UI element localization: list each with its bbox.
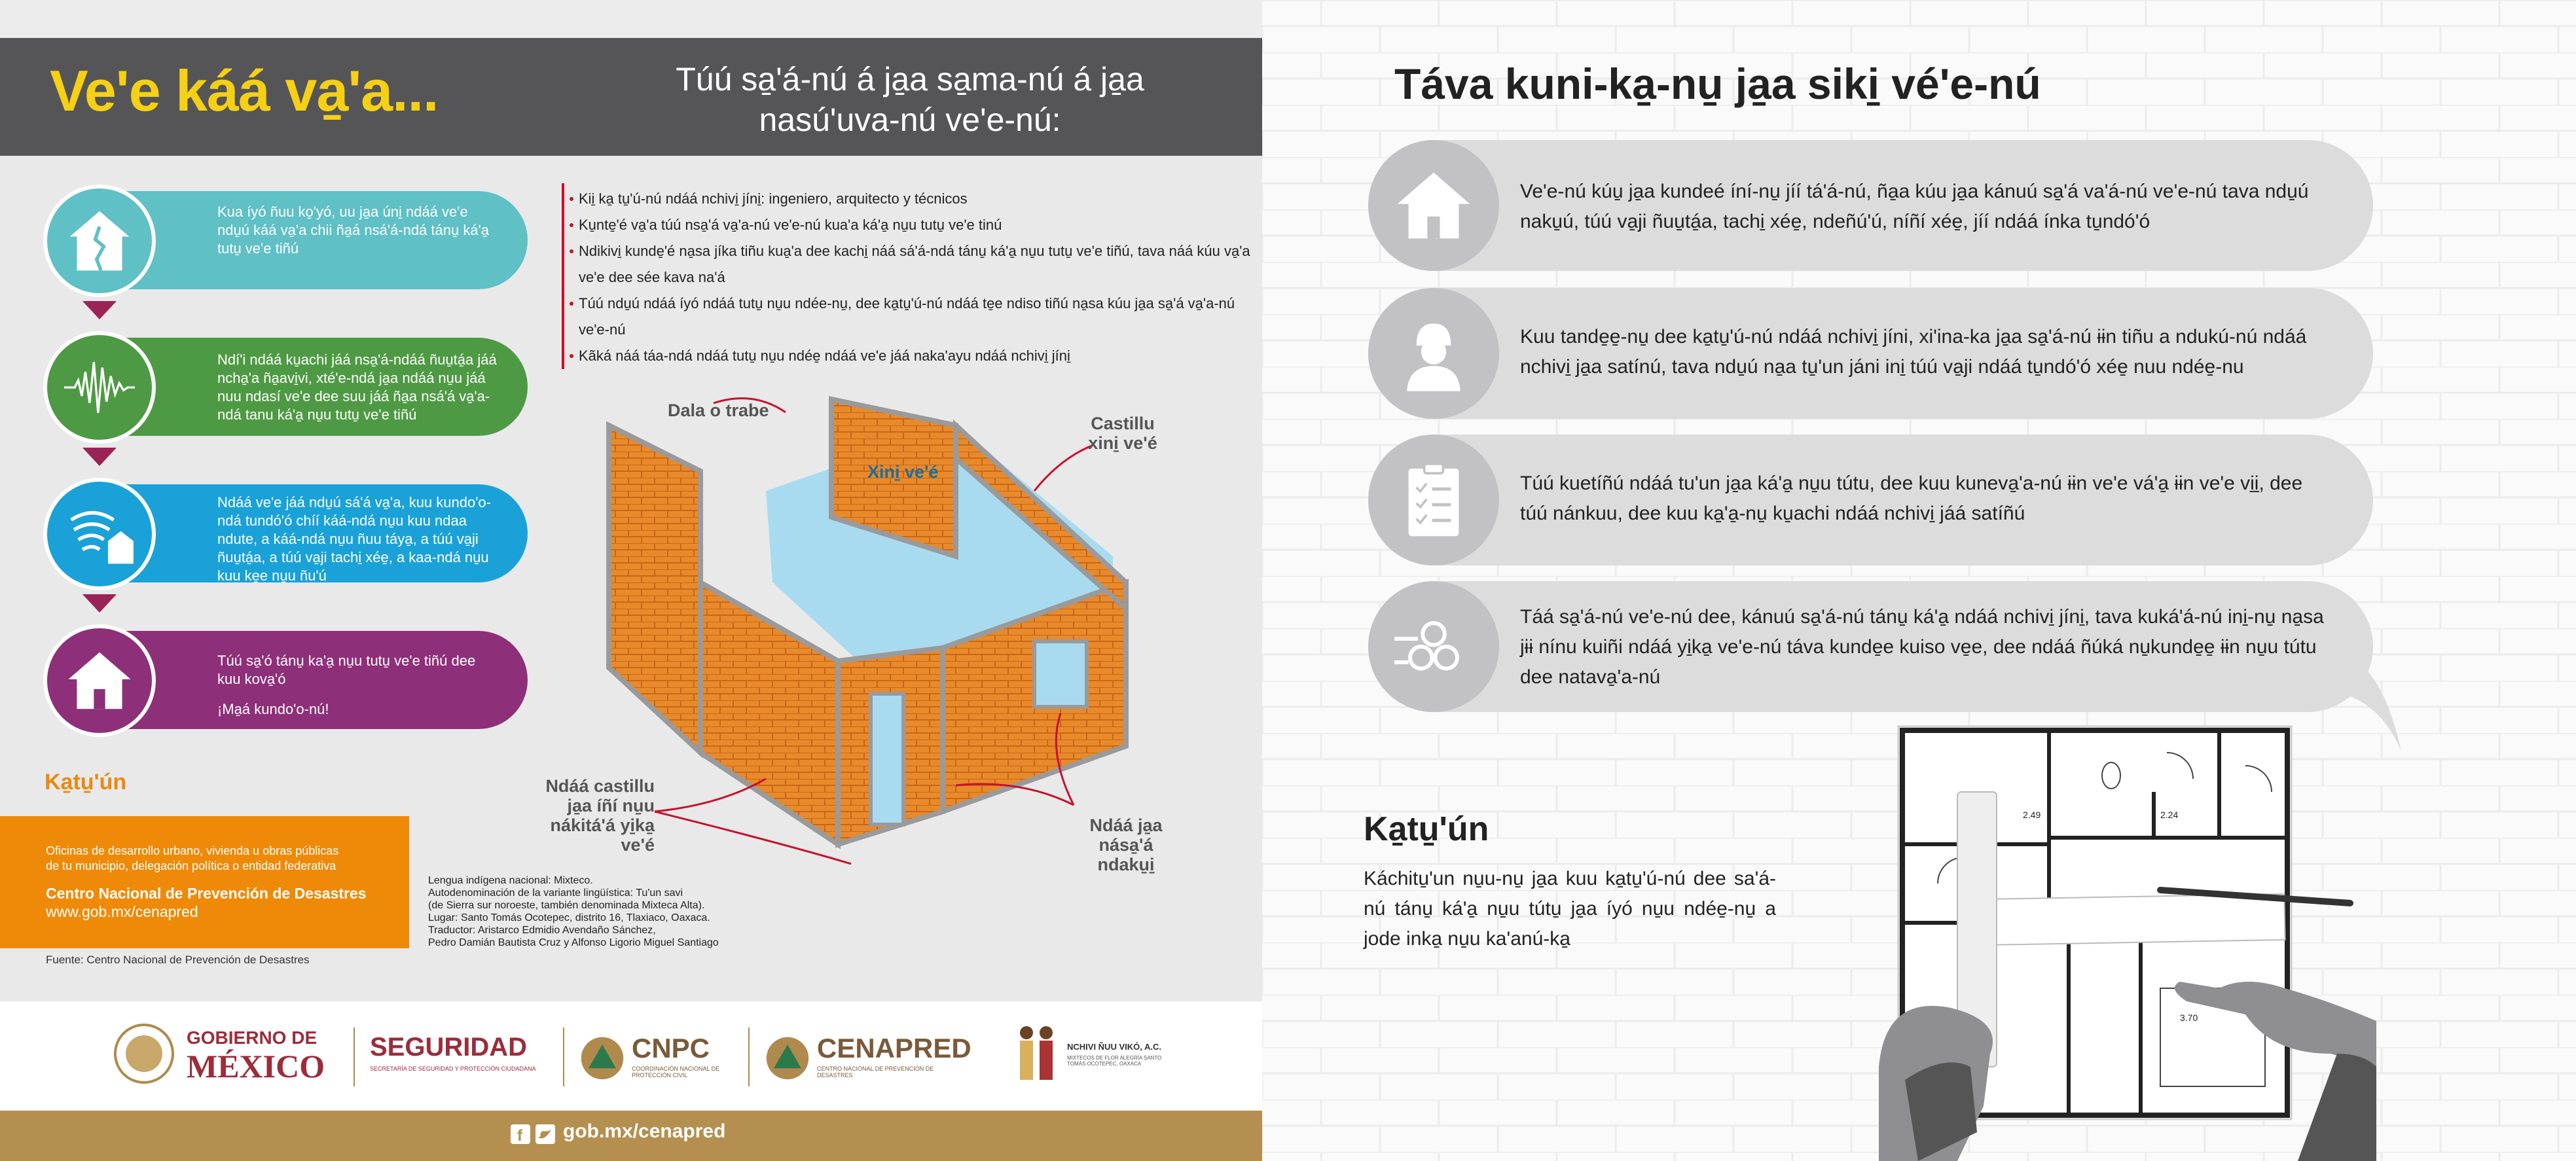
- mexico-seal-icon: [111, 1021, 177, 1086]
- credit-line: Traductor: Aristarco Edmidio Avendaño Sánchez,: [428, 925, 656, 936]
- info-card-3: [1368, 435, 2373, 565]
- plan-dim-3: 3.70: [2180, 1012, 2198, 1023]
- info-card-4-circle: [1368, 581, 1499, 712]
- step-4-bar: [115, 631, 528, 729]
- logo-gobierno-1: GOBIERNO DE: [187, 1027, 317, 1048]
- info-card-2: [1368, 288, 2373, 419]
- info-card-3-text: Túú kuetíñú ndáá tu'un ja̱a ká'a̱ nu̱u tútu, dee kuu kuneva̱'a-nú ɨɨn ve'e vá'a̱ ɨɨn ve'e vi̱i̱, dee túú nánkuu, dee kuu ka̱'a̱-nu̱ ku̱achi ndáá nchivi̱ jáá satíñú: [1520, 473, 2303, 524]
- logo-cenapred: CENAPRED: [817, 1033, 971, 1063]
- info-card-2-circle: [1368, 288, 1499, 419]
- step-2-text: Ndí'i ndáá ku̱achi jáá nsa̱'á-ndáá ñuu̱tá̱a jáá ncha̱'a ña̱avi̱vi, xté'e-ndá ja̱a ndáá nu̱u jáá nuu ndasí ve'e dee suu jáá ña̱a nsá'á va̱'a-ndá tanu ká'a̱ nu̱u tutu̱ ve'e tiñú: [217, 351, 497, 423]
- step-arrow-3: [82, 594, 117, 613]
- credit-line: (de Sierra sur noroeste, también denominada Mixteca Alta).: [428, 900, 705, 911]
- step-3-circle: [43, 478, 156, 590]
- house-icon: [1394, 166, 1473, 245]
- step-1-bar: [115, 191, 528, 289]
- svg-text:f: f: [517, 1127, 522, 1145]
- footer-url-link[interactable]: gob.mx/cenapred: [563, 1120, 726, 1142]
- info-card-1: [1368, 140, 2373, 271]
- step-4-text-2: ¡Ma̱á kundo'o-nú!: [217, 701, 329, 717]
- katuun-heading-left: Ka̱tu̱'ún: [45, 770, 127, 795]
- step-arrow-2: [82, 448, 117, 466]
- mixtec-couple-icon: [1013, 1021, 1059, 1093]
- step-4-circle: [43, 624, 156, 737]
- logo-nchivi: NCHIVI ÑUU VIKÓ, A.C.: [1067, 1042, 1161, 1052]
- page-title: Ve'e káá va̱'a...: [50, 58, 439, 123]
- logo-seguridad: SEGURIDAD: [370, 1033, 528, 1062]
- logo-cnpc: CNPC: [632, 1033, 710, 1063]
- info-card-1-text: Ve'e-nú kúu̱ ja̱a kundeé íní-nu̱ jíí tá'á-nú, ña̱a kúu ja̱a kánuú sa̱'á va'á-nú ve'e-nú tava ndu̱ú naku̱ú, túú va̱ji ñuu̱tá̱a, tachi̱ xée̱, ndeñú'ú, níñí xée̱, jíí ndáá ínka tu̱ndó'ó: [1520, 181, 2309, 232]
- contact-line-1: Oficinas de desarrollo urbano, vivienda u obras públicas: [46, 844, 339, 857]
- step-2-bar: [115, 338, 528, 436]
- contact-org: Centro Nacional de Prevención de Desastres: [46, 885, 367, 902]
- logos-bar: [0, 1001, 1262, 1113]
- cracked-house-icon: [64, 205, 135, 276]
- wind-scroll-icon: [1394, 607, 1473, 686]
- divider: [354, 1027, 355, 1086]
- hurricane-icon: [64, 499, 135, 569]
- step-3-bar: [115, 484, 528, 582]
- info-card-4-text: Táá sa̱'á-nú ve'e-nú dee, kánuú sa̱'á-nú tánu̱ ká'a̱ ndáá nchivi̱ jíni̱, tava kuká'á-nú ini̱-nu̱ na̱sa jɨɨ nínu kuiñi ndáá yi̱ka̱ ve'e-nú táva kunde̱e kuiso ve̱e, dee ndáá ñúká nu̱kunde̱e̱ ɨɨn nu̱u tútu dee natava̱'a-nú: [1520, 606, 2324, 688]
- plan-dim-1: 2.49: [2023, 810, 2041, 820]
- katuun-heading-right: Ka̱tu̱'ún: [1364, 810, 1489, 848]
- info-card-4: [1368, 581, 2373, 712]
- top-band: [0, 0, 1262, 38]
- contact-box: [0, 816, 409, 948]
- info-card-1-circle: [1368, 140, 1499, 271]
- katuun-right-text: Káchitu̱'un nu̱u-nu̱ ja̱a kuu ka̱tu̱'ú-nú dee sa'á-nú tánu̱ ká'a̱ nu̱u tútu̱ ja̱a íyó nu̱u ndée̱-nu̱ a jode inka̱ nu̱u ka'anú-ka̱: [1364, 868, 1776, 950]
- step-2: [43, 338, 528, 436]
- label-castillo-bottom: Ndáá castillu ja̱a íñí nu̱u nákitá'á yi̱ka̱ ve'é: [545, 776, 655, 855]
- logo-gobierno-2: MÉXICO: [187, 1048, 325, 1084]
- list-item: Ku̱nte̱'é va̱'a túú nsa̱'á va̱'a-nú ve'e-nú kua'a ká'a̱ nu̱u tutu̱ ve'e tinú: [579, 212, 1256, 238]
- step-3-text: Ndáá ve'e jáá ndu̱ú sá'á va̱'a, kuu kundo'o-ndá tundó'ó chíí káá-ndá nu̱u kuu ndaa ndute, a káá-ndá nu̱u ñuu táya̱, a túú va̱ji ñuu̱tá̱a, a túú va̱ji tachi̱ xée̱, a kaa-ndá nu̱u kuu ke̱e nu̱u ñu'ú: [217, 494, 491, 584]
- credit-line: Pedro Damián Bautista Cruz y Alfonso Ligorio Miguel Santiago: [428, 937, 719, 948]
- label-ndaa: Ndáá ja̱a nása̱'á ndaku̱i̱: [1089, 815, 1163, 874]
- language-credits: [428, 874, 719, 949]
- step-4: [43, 631, 528, 729]
- logo-seguridad-sub: SECRETARÍA DE SEGURIDAD Y PROTECCIÓN CIUDADANA: [370, 1065, 536, 1072]
- cenapred-emblem-icon: [765, 1035, 810, 1081]
- step-4-text: Túú sa̱'ó tánu̱ ka'a̱ nu̱u tutu̱ ve'e tiñú dee kuu kova̱'ó: [217, 652, 476, 687]
- engineer-icon: [1394, 314, 1473, 393]
- step-arrow-1: [82, 301, 117, 319]
- source-note: Fuente: Centro Nacional de Prevención de Desastres: [46, 954, 310, 966]
- list-item: Kii̱ ka̱ tu̱'ú-nú ndáá nchivi̱ jíni̱: ingeniero, arquitecto y técnicos: [579, 186, 1256, 212]
- logo-cenapred-sub: CENTRO NACIONAL DE PREVENCIÓN DE DESASTRES: [817, 1065, 934, 1079]
- left-panel: [0, 0, 1262, 1161]
- step-3: [43, 484, 528, 582]
- step-2-circle: [43, 331, 156, 444]
- house-structure-illustration: [589, 386, 1191, 884]
- divider: [748, 1027, 750, 1086]
- label-xini: Xini̱ ve'é: [867, 462, 939, 482]
- list-item: Kãká náá táa-ndá ndáá tutu̱ nu̱u ndée̱ ndáá ve'e jáá naka'ayu ndáá nchivi̱ jíni̱: [579, 343, 1256, 369]
- info-card-2-text: Kuu tande̱e̱-nu̱ dee ka̱tu̱'ú-nú ndáá nchivi̱ jíni, xi'ina-ka ja̱a sa̱'á-nú ɨɨn tiñu a ndukú-nú ndáá nchivi̱ ja̱a satínú, tava ndu̱ú na̱a tu̱'un jáni ini̱ túú va̱ji ndáá tu̱ndó'ó xée̱ nuu ndée̱-nu: [1520, 326, 2307, 378]
- recommendations-list: [562, 183, 1256, 369]
- logo-nchivi-sub: MIXTECOS DE FLOR ALEGRÍA SANTO TOMÁS OCOTEPEC, OAXACA: [1067, 1055, 1162, 1067]
- social-icons[interactable]: [511, 1124, 556, 1145]
- credit-line: Autodenominación de la variante lingüística: Tu'un savi: [428, 887, 683, 899]
- house-icon: [64, 645, 135, 716]
- contact-line-2: de tu municipio, delegación política o entidad federativa: [46, 859, 336, 872]
- list-item: Túú ndu̱ú ndáá íyó ndáá tutu̱ nu̱u ndée-nu̱, dee ka̱tu̱'ú-nú ndáá te̱e ndiso tiñú na̱sa kúu ja̱a sa̱'á va̱'a-nú ve'e-nú: [579, 291, 1256, 343]
- right-title: Táva kuni-ka̱-nu̱ ja̱a siki̱ vé'e-nú: [1394, 60, 2041, 108]
- list-item: Ndikivi̱ kunde̱'é na̱sa jíka tiñu kua̱'a dee kachi̱ náá sá'á-ndá tánu̱ ká'a̱ nu̱u tutu̱ ve'e tiñú, tava náá kúu va̱'a ve'e dee sée kava na'á: [579, 238, 1256, 291]
- step-1-circle: [43, 185, 156, 297]
- label-castillo-top: Castillu xini̱ ve'é: [1088, 414, 1157, 453]
- label-trabe: Dala o trabe: [668, 401, 769, 420]
- logo-cnpc-sub: COORDINACIÓN NACIONAL DE PROTECCIÓN CIVIL: [632, 1065, 720, 1079]
- checklist-icon: [1394, 461, 1473, 539]
- divider: [563, 1027, 564, 1086]
- credit-line: Lugar: Santo Tomás Ocotepec, distrito 16, Tlaxiaco, Oaxaca.: [428, 912, 710, 923]
- info-card-3-circle: [1368, 435, 1499, 565]
- step-1: [43, 191, 528, 289]
- plan-dim-2: 2.24: [2160, 810, 2179, 820]
- seismograph-icon: [64, 352, 135, 423]
- step-1-text: Kua íyó ñuu ko̱'yó, uu ja̱a úni̱ ndáá ve'e ndu̱ú káá va̱'a chii ña̱á nsá'á-ndá tánu̱ ká'a̱ tutu̱ ve'e tiñú: [217, 204, 490, 257]
- floor-plan-illustration: [1879, 713, 2376, 1161]
- page-subtitle: Túú sa̱'á-nú á ja̱a sa̱ma-nú á ja̱a nasú'uva-nú ve'e-nú:: [676, 61, 1144, 138]
- credit-line: Lengua indígena nacional: Mixteco.: [428, 875, 593, 886]
- cnpc-emblem-icon: [579, 1035, 625, 1081]
- contact-url[interactable]: www.gob.mx/cenapred: [46, 903, 198, 920]
